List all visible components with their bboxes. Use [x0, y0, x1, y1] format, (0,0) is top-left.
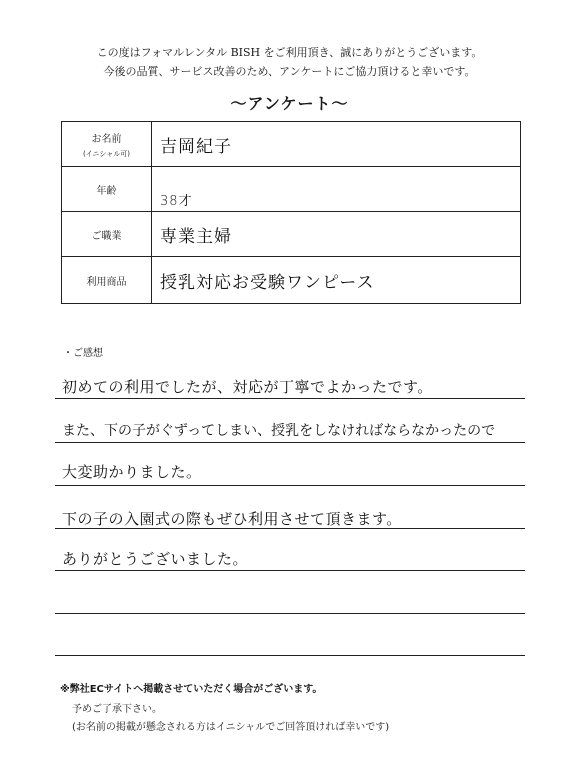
impression-text-5: ありがとうございました。: [62, 550, 249, 568]
product-value: 授乳対応お受験ワンピース: [160, 272, 375, 293]
impression-text-4: 下の子の入園式の際もぜひ利用させて頂きます。: [62, 510, 402, 528]
age-value: 38才: [160, 193, 193, 209]
impression-line-1: [55, 398, 525, 399]
footer-initials-note: (お名前の掲載が懸念される方はイニシャルでご回答頂ければ幸いです): [72, 722, 390, 733]
impression-text-2: また、下の子がぐずってしまい、授乳をしなければならなかったので: [62, 423, 496, 439]
name-label-cell: [62, 122, 152, 166]
impression-text-3: 大変助かりました。: [62, 463, 202, 481]
job-value: 専業主婦: [160, 226, 232, 247]
impression-line-5: [55, 570, 525, 571]
intro-line-1: この度はフォマルレンタル BISH をご利用頂き、誠にありがとうございます。: [96, 46, 483, 59]
age-row: [62, 167, 520, 212]
name-label: お名前: [91, 133, 122, 145]
impression-line-2: [55, 442, 525, 443]
job-row: [62, 212, 520, 257]
product-row: [62, 257, 520, 303]
customer-info-table: [61, 121, 521, 304]
survey-title: 〜アンケート〜: [230, 94, 349, 113]
impression-line-6: [55, 613, 525, 614]
job-label: ご職業: [91, 230, 122, 242]
name-value: 吉岡紀子: [160, 136, 232, 157]
impression-line-3: [55, 485, 525, 486]
product-label-cell: [62, 257, 152, 303]
footer-note: 予めご了承下さい。: [72, 704, 162, 715]
impression-text-1: 初めての利用でしたが、対応が丁寧でよかったです。: [62, 378, 433, 396]
intro-line-2: 今後の品質、サービス改善のため、アンケートにご協力頂けると幸いです。: [103, 65, 476, 78]
name-row: [62, 122, 520, 167]
impressions-label: ・ご感想: [63, 348, 103, 359]
impression-line-7: [55, 655, 525, 656]
age-label-cell: [62, 167, 152, 211]
job-label-cell: [62, 212, 152, 256]
impression-line-4: [55, 528, 525, 529]
name-sublabel: (イニシャル可): [82, 149, 131, 158]
footer-notice: ※弊社ECサイトへ掲載させていただく場合がございます。: [60, 684, 323, 695]
product-label: 利用商品: [86, 276, 127, 288]
age-label: 年齢: [96, 185, 117, 197]
